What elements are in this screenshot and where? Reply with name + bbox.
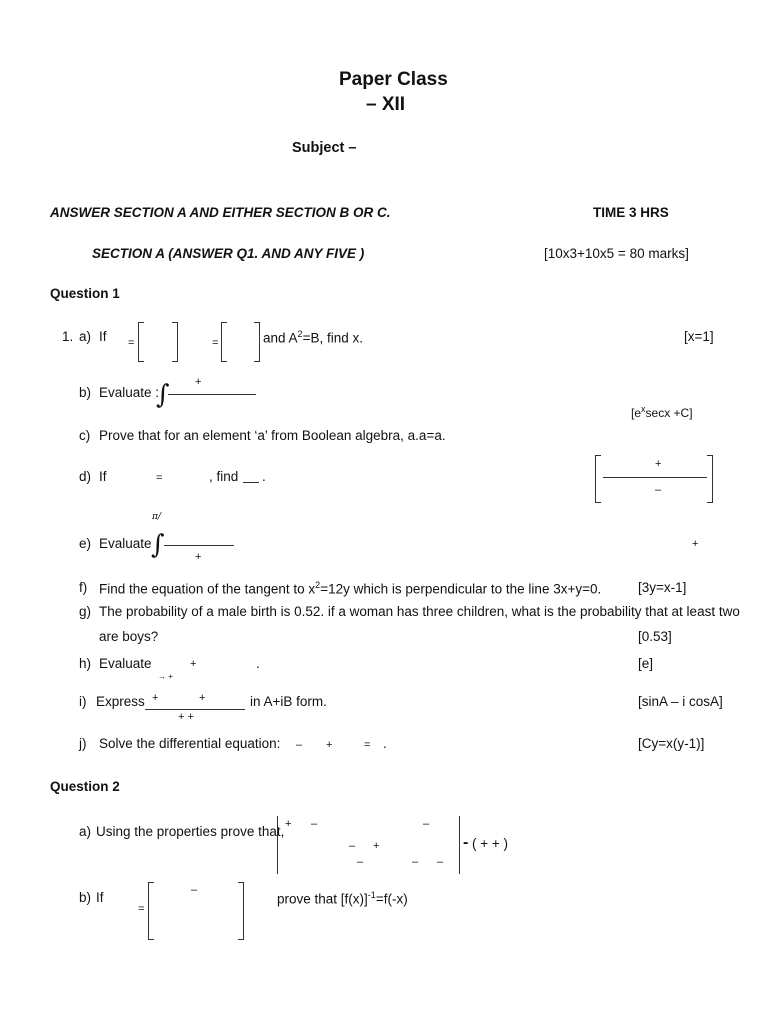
matrix-bracket-right xyxy=(172,322,178,362)
plus-sign: + xyxy=(326,739,333,751)
upper-limit: π/ xyxy=(152,512,161,522)
item-label: e) xyxy=(79,536,92,551)
minus-sign: – xyxy=(655,484,662,496)
time-label: TIME 3 HRS xyxy=(593,205,669,220)
item-label: c) xyxy=(79,428,91,443)
answer-label: [x=1] xyxy=(684,329,714,344)
answer-label: [3y=x-1] xyxy=(638,580,687,595)
question-text: Using the properties prove that, xyxy=(96,824,285,839)
subject-label: Subject – xyxy=(292,140,357,156)
plus-sign: + xyxy=(195,551,202,563)
item-label: a) xyxy=(79,329,92,344)
paper-title: Paper Class xyxy=(339,69,448,90)
minus-sign: – xyxy=(191,884,198,896)
marks-label: [10x3+10x5 = 80 marks] xyxy=(544,246,689,261)
item-label: j) xyxy=(79,736,87,751)
plus-sign: + xyxy=(692,538,699,550)
answer-instruction: ANSWER SECTION A AND EITHER SECTION B OR C. xyxy=(50,205,391,220)
question-number: 1. xyxy=(62,329,74,344)
fraction-bar xyxy=(603,477,707,478)
period: . xyxy=(256,656,260,671)
plus-sign: + xyxy=(285,818,292,830)
minus-sign: – xyxy=(423,818,430,830)
integral-icon: ∫ xyxy=(151,530,165,560)
minus-sign: – xyxy=(357,856,364,868)
matrix-bracket-left xyxy=(138,322,144,362)
equals-sign: = xyxy=(212,337,219,349)
matrix-bracket-right xyxy=(254,322,260,362)
fraction-bar xyxy=(164,545,234,546)
fraction-bar xyxy=(145,709,245,710)
matrix-bracket-left xyxy=(148,882,154,940)
limit-subscript: → + xyxy=(158,672,173,681)
question-2-heading: Question 2 xyxy=(50,779,120,794)
bracket-left xyxy=(595,455,601,503)
matrix-bracket-right xyxy=(238,882,244,940)
question-text: Express xyxy=(96,694,145,709)
rhs-expression: ( + + ) xyxy=(472,836,509,851)
plus-sign: + xyxy=(195,376,202,388)
equals-sign: = xyxy=(138,903,145,915)
question-text: Solve the differential equation: xyxy=(99,736,281,751)
plus-sign: + xyxy=(655,458,662,470)
equals-sign: = xyxy=(156,472,163,484)
plus-sign: + xyxy=(199,692,206,704)
integral-icon: ∫ xyxy=(156,380,170,410)
denominator: + + xyxy=(178,711,194,723)
item-label: a) xyxy=(79,824,92,839)
item-label: g) xyxy=(79,604,92,619)
determinant-bar-left xyxy=(277,816,278,874)
item-label: b) xyxy=(79,385,92,400)
minus-sign: – xyxy=(311,818,318,830)
item-label: i) xyxy=(79,694,87,709)
if-text: If xyxy=(96,890,104,905)
section-a-instruction: SECTION A (ANSWER Q1. AND ANY FIVE ) xyxy=(92,246,365,261)
question-text: Evaluate xyxy=(99,536,152,551)
determinant-bar-right xyxy=(459,816,460,874)
question-text: prove that $[f(x)]^{-1}=f(-x)$ xyxy=(277,890,408,907)
minus-sign: – xyxy=(437,856,444,868)
question-text-post: in A+iB form. xyxy=(250,694,327,709)
minus-sign: – xyxy=(349,840,356,852)
minus-sign: – xyxy=(412,856,419,868)
question-text-line-2: are boys? xyxy=(99,629,159,644)
item-label: h) xyxy=(79,656,92,671)
bracket-right xyxy=(707,455,713,503)
answer-label: [Cy=x(y-1)] xyxy=(638,736,705,751)
question-text: and $A^2=B$, find x. xyxy=(263,329,363,346)
answer-label: [0.53] xyxy=(638,629,672,644)
item-label: b) xyxy=(79,890,92,905)
answer-label: [sinA – i cosA] xyxy=(638,694,723,709)
if-text: If xyxy=(99,469,107,484)
period: . xyxy=(383,736,387,751)
answer-label: [e] xyxy=(638,656,654,671)
period: . xyxy=(262,469,266,484)
class-label: – XII xyxy=(366,94,406,115)
minus-sign: – xyxy=(296,739,303,751)
plus-sign: + xyxy=(190,658,197,670)
plus-sign: + xyxy=(152,692,159,704)
question-text-line-1: The probability of a male birth is 0.52. if a woman has three children, what is the probability that at least two xyxy=(99,604,740,619)
equals-sign: = xyxy=(364,739,371,751)
item-label: d) xyxy=(79,469,92,484)
if-text: If xyxy=(99,329,107,344)
minus-sign: - xyxy=(463,834,469,851)
find-text: , find xyxy=(209,469,239,484)
question-text: Evaluate : xyxy=(99,385,160,400)
fraction-bar xyxy=(243,482,259,483)
question-text: Find the equation of the tangent to $x^2=12y$ which is perpendicular to the line 3x+y=0. xyxy=(99,580,602,597)
matrix-bracket-left xyxy=(221,322,227,362)
item-label: f) xyxy=(79,580,88,595)
question-1-heading: Question 1 xyxy=(50,286,120,301)
answer-label: $[e^x\sec x +C]$ xyxy=(631,404,693,420)
fraction-bar xyxy=(168,394,256,395)
equals-sign: = xyxy=(128,337,135,349)
question-text: Evaluate xyxy=(99,656,152,671)
plus-sign: + xyxy=(373,840,380,852)
question-text: Prove that for an element ‘a’ from Boolean algebra, a.a=a. xyxy=(99,428,446,443)
